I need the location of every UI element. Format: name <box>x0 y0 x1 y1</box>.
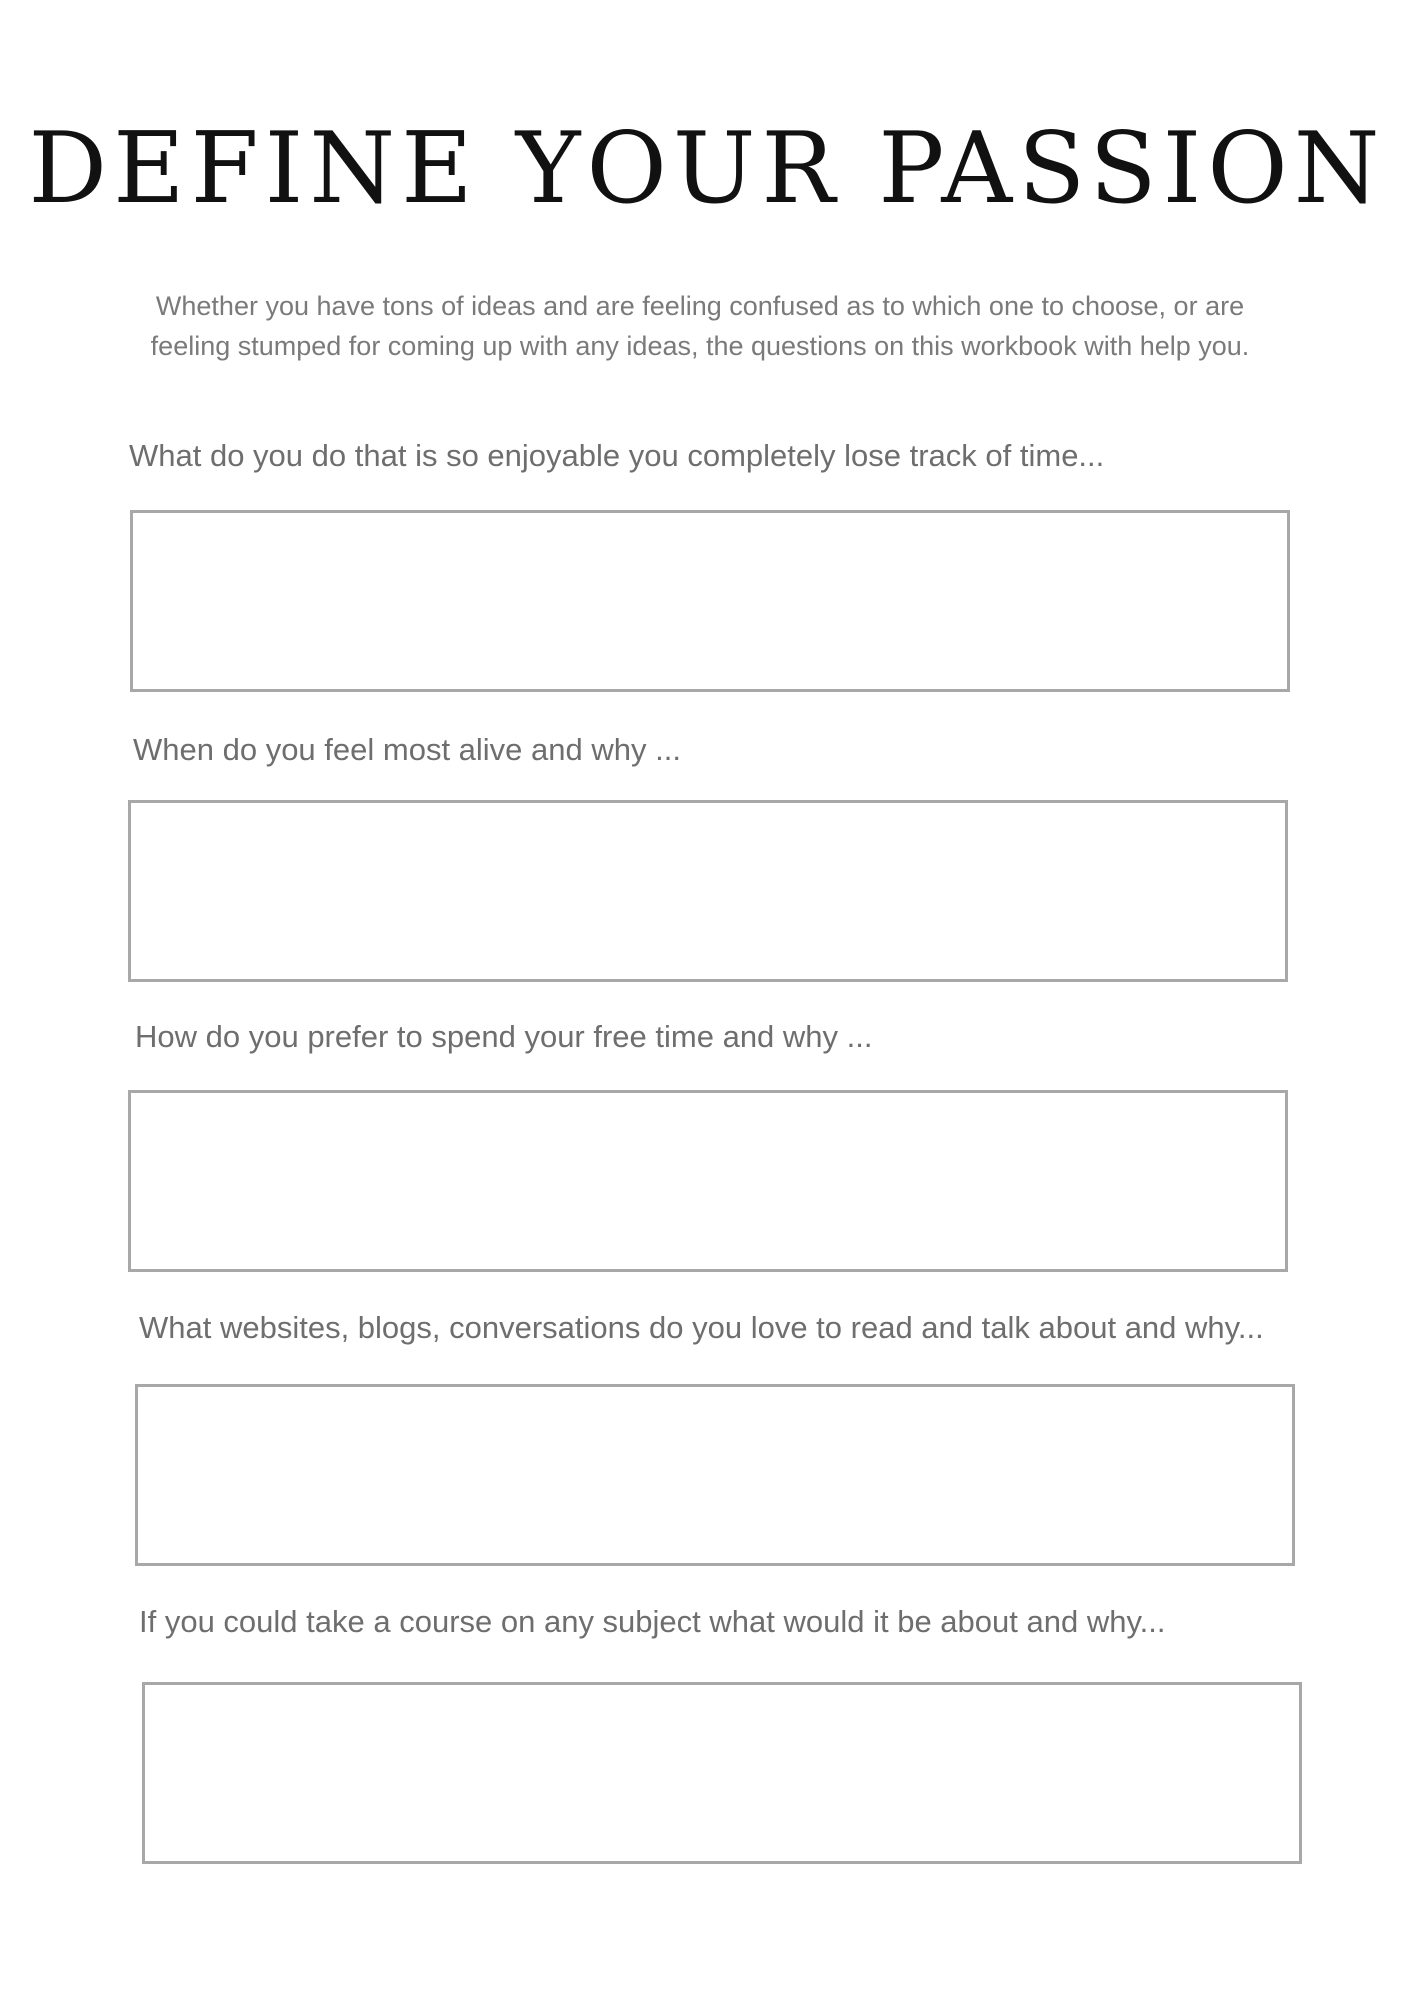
question-5-label: If you could take a course on any subject what would it be about and why... <box>139 1604 1166 1639</box>
answer-box-3[interactable] <box>128 1090 1288 1272</box>
question-1-label: What do you do that is so enjoyable you completely lose track of time... <box>129 438 1105 473</box>
answer-box-2[interactable] <box>128 800 1288 982</box>
question-2-label: When do you feel most alive and why ... <box>133 732 681 767</box>
answer-box-4[interactable] <box>135 1384 1295 1566</box>
question-4-label: What websites, blogs, conversations do you love to read and talk about and why... <box>139 1310 1264 1345</box>
answer-box-5[interactable] <box>142 1682 1302 1864</box>
question-3-label: How do you prefer to spend your free time and why ... <box>135 1019 873 1054</box>
intro-text: Whether you have tons of ideas and are feeling confused as to which one to choose, or are feeling stumped for coming up with any ideas, the questions on this workbook with help you. <box>150 291 1250 361</box>
answer-box-1[interactable] <box>130 510 1290 692</box>
page-title: DEFINE YOUR PASSION <box>28 112 1386 226</box>
